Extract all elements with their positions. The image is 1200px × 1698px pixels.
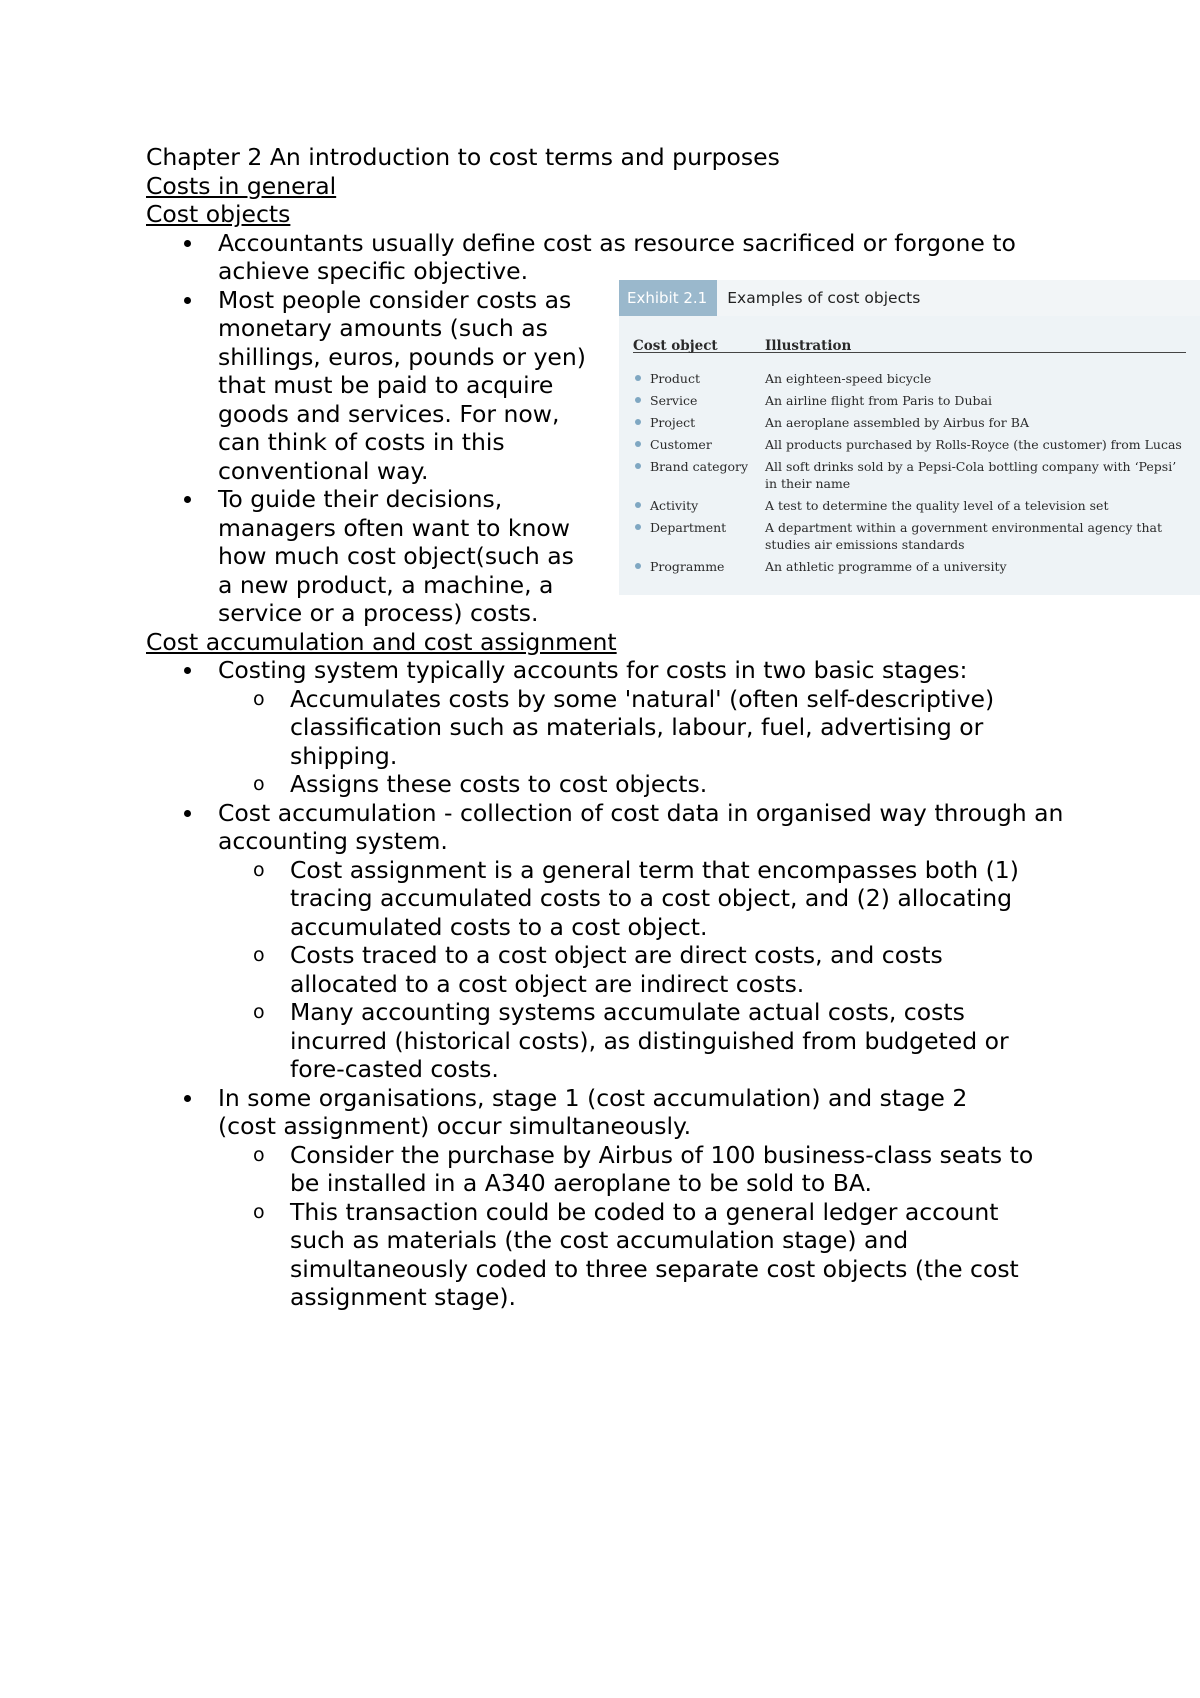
illustration-cell: An athletic programme of a university: [765, 559, 1007, 574]
illustration-cell: An airline flight from Paris to Dubai: [765, 393, 992, 408]
list-item-text: Cost accumulation - collection of cost data in organised way through an accounting system.: [218, 798, 1064, 855]
list-item-text: Most people consider costs as monetary amounts (such as shillings, euros, pounds or yen) that must be paid to acquire goods and services. For now, can think of costs in this conventional way.: [218, 285, 586, 485]
chapter-heading: Chapter 2 An introduction to cost terms and purposes: [146, 143, 780, 171]
sub-list-item: o This transaction could be coded to a general ledger account such as materials (the cost accumulation stage) and simultaneously coded to three separate cost objects (the cost assignment stage).: [218, 1198, 1060, 1312]
cost-object-cell: Customer: [650, 437, 712, 452]
illustration-cell: An aeroplane assembled by Airbus for BA: [765, 415, 1029, 430]
bullet-icon: [635, 563, 641, 569]
list-item: [146, 799, 1066, 1084]
exhibit-title: Examples of cost objects: [727, 288, 921, 307]
illustration-cell: All soft drinks sold by a Pepsi-Cola bottling company with ‘Pepsi’ in their name: [765, 459, 1177, 491]
sub-list-item: o Accumulates costs by some 'natural' (often self-descriptive) classification such as materials, labour, fuel, advertising or shipping.: [218, 685, 1060, 771]
list-item: [146, 656, 1066, 799]
bullet-icon: [635, 375, 641, 381]
exhibit-header: [619, 280, 1200, 316]
sub-list: [218, 1141, 1066, 1312]
cost-object-cell: Project: [650, 415, 696, 430]
table-row: [633, 370, 1186, 387]
list-item-text: To guide their decisions, managers often want to know how much cost object(such as a new product, a machine, a service or a process) costs.: [218, 485, 574, 627]
column-header-cost-object: Cost object: [633, 338, 718, 354]
list-item: [146, 1084, 1066, 1312]
list-item-text: Accountants usually define cost as resource sacrificed or forgone to achieve specific objective.: [218, 228, 1016, 285]
cost-object-cell: Department: [650, 520, 727, 535]
cost-object-cell: Programme: [650, 559, 725, 574]
cost-object-cell: Service: [650, 393, 698, 408]
illustration-cell: A test to determine the quality level of a television set: [765, 498, 1109, 513]
table-row: [633, 436, 1186, 453]
sub-list: [218, 685, 1066, 799]
illustration-cell: A department within a government environmental agency that studies air emissions standards: [765, 520, 1162, 552]
sub-list-item: o Assigns these costs to cost objects.: [218, 770, 1066, 799]
table-row: [633, 519, 1186, 553]
table-row: [633, 458, 1186, 492]
list-item-text: Costing system typically accounts for costs in two basic stages:: [218, 656, 968, 684]
bullet-icon: [635, 419, 641, 425]
section-cost-accumulation: Cost accumulation and cost assignment: [146, 627, 617, 656]
exhibit-rows: [633, 370, 1186, 580]
exhibit-cost-objects-image: [619, 280, 1200, 595]
table-row: [633, 414, 1186, 431]
bullet-icon: [635, 397, 641, 403]
bullet-icon: [635, 524, 641, 530]
exhibit-column-headers: [633, 332, 1186, 353]
sub-list-item: o Costs traced to a cost object are direct costs, and costs allocated to a cost object are indirect costs.: [218, 941, 990, 998]
exhibit-tag: Exhibit 2.1: [619, 280, 717, 316]
sub-list-item: o Many accounting systems accumulate actual costs, costs incurred (historical costs), as distinguished from budgeted or fore-casted costs.: [218, 998, 1060, 1084]
sub-list-item: o Cost assignment is a general term that encompasses both (1) tracing accumulated costs to a cost object, and (2) allocating accumulated costs to a cost object.: [218, 856, 1060, 942]
sub-list: [218, 856, 1066, 1084]
table-row: [633, 558, 1186, 575]
list-item: [146, 229, 1088, 286]
bullet-icon: [635, 441, 641, 447]
list-item-text: In some organisations, stage 1 (cost accumulation) and stage 2 (cost assignment) occur simultaneously.: [218, 1083, 968, 1140]
illustration-cell: An eighteen-speed bicycle: [765, 371, 932, 386]
cost-object-cell: Product: [650, 371, 700, 386]
sub-list-item: o Consider the purchase by Airbus of 100 business-class seats to be installed in a A340 aeroplane to be sold to BA.: [218, 1141, 1060, 1198]
column-header-illustration: Illustration: [765, 338, 852, 354]
table-row: [633, 392, 1186, 409]
bullet-icon: [635, 463, 641, 469]
accumulation-list: [146, 656, 1066, 1312]
cost-object-cell: Brand category: [650, 459, 749, 474]
bullet-icon: [635, 502, 641, 508]
table-row: [633, 497, 1186, 514]
cost-object-cell: Activity: [650, 498, 699, 513]
section-costs-in-general: Costs in general: [146, 171, 337, 200]
section-cost-objects: Cost objects: [146, 200, 291, 228]
illustration-cell: All products purchased by Rolls-Royce (the customer) from Lucas: [765, 437, 1182, 452]
